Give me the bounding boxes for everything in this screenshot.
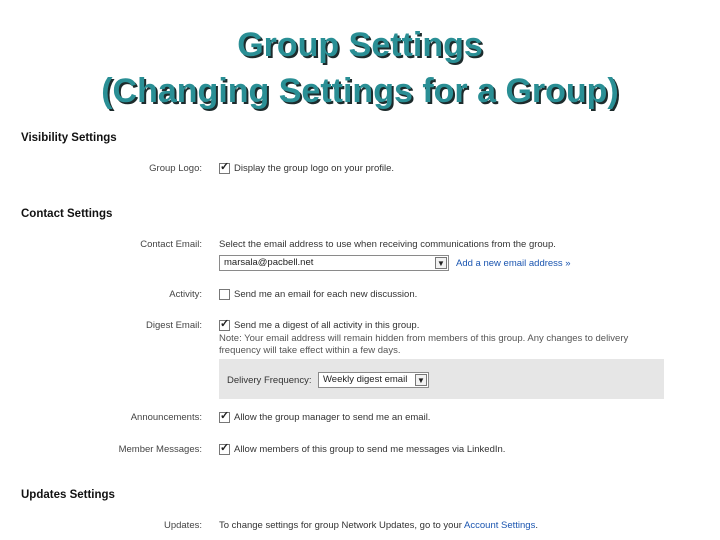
activity-label: Activity: (169, 289, 202, 300)
member-messages-label: Member Messages: (118, 444, 202, 455)
updates-label: Updates: (163, 520, 202, 531)
slide-title (0, 22, 720, 114)
chevron-down-icon[interactable]: ▼ (435, 257, 447, 269)
digest-email-text: Send me a digest of all activity in this group. (234, 320, 420, 331)
activity-checkbox[interactable] (219, 289, 230, 300)
contact-settings-heading: Contact Settings (21, 208, 113, 220)
group-logo-text: Display the group logo on your profile. (234, 163, 395, 174)
add-email-link[interactable]: Add a new email address » (456, 258, 571, 269)
contact-email-select[interactable] (219, 255, 449, 271)
digest-email-label: Digest Email: (146, 320, 202, 331)
group-logo-checkbox[interactable] (219, 163, 230, 174)
chevron-down-icon[interactable]: ▼ (415, 374, 427, 386)
activity-text: Send me an email for each new discussion. (234, 289, 418, 300)
delivery-frequency-label: Delivery Frequency: (227, 375, 312, 386)
digest-email-note: Note: Your email address will remain hidden from members of this group. Any changes to delivery frequency will take effect within a few days. (219, 333, 629, 356)
delivery-frequency-selected-value: Weekly digest email (323, 374, 408, 385)
member-messages-text: Allow members of this group to send me messages via LinkedIn. (234, 444, 506, 455)
member-messages-checkbox[interactable] (219, 444, 230, 455)
announcements-label: Announcements: (130, 412, 202, 423)
contact-email-label: Contact Email: (140, 239, 202, 250)
group-logo-label: Group Logo: (149, 163, 202, 174)
updates-settings-heading: Updates Settings (21, 489, 115, 501)
title-line-2: (Changing Settings for a Group) (101, 72, 619, 110)
announcements-checkbox[interactable] (219, 412, 230, 423)
delivery-frequency-select[interactable] (318, 372, 429, 388)
account-settings-link[interactable]: Account Settings (464, 520, 536, 531)
contact-email-instructions: Select the email address to use when receiving communications from the group. (219, 239, 556, 250)
updates-text: To change settings for group Network Updates, go to your (219, 520, 462, 531)
updates-suffix: . (535, 520, 538, 531)
delivery-frequency-panel (219, 359, 664, 399)
contact-email-selected-value: marsala@pacbell.net (224, 257, 314, 268)
announcements-text: Allow the group manager to send me an email. (234, 412, 431, 423)
title-line-1: Group Settings (237, 26, 483, 64)
updates-text-row (219, 520, 538, 531)
digest-email-checkbox[interactable] (219, 320, 230, 331)
visibility-settings-heading: Visibility Settings (21, 132, 117, 144)
